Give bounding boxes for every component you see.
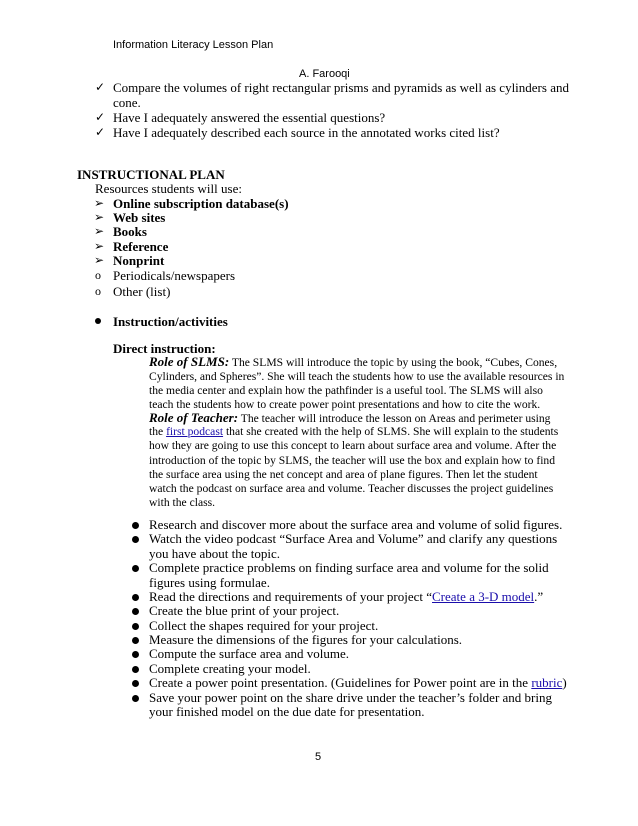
checklist-item-continued: cone. — [113, 95, 141, 110]
activity-item: Save your power point on the share drive under the teacher’s folder and bring — [149, 690, 552, 705]
activity-item — [149, 589, 543, 604]
resource-item: Books — [113, 224, 147, 239]
bullet-icon — [132, 680, 139, 687]
header-author: A. Farooqi — [299, 68, 350, 80]
create-3d-model-link[interactable]: Create a 3-D model — [432, 589, 535, 604]
resource-item: Online subscription database(s) — [113, 196, 289, 211]
first-podcast-link[interactable]: first podcast — [166, 425, 224, 438]
activity-text: ) — [562, 675, 567, 690]
checkmark-icon: ✓ — [95, 110, 106, 124]
role-slms-line: the media center and explain how the pathfinder is a useful tool. The SLMS will also — [149, 384, 543, 397]
direct-instruction-heading: Direct instruction: — [113, 341, 216, 356]
activity-item: Create the blue print of your project. — [149, 603, 340, 618]
role-teacher-label: Role of Teacher: — [149, 410, 239, 425]
activity-text: Read the directions and requirements of your project “ — [149, 589, 433, 604]
resource-item: Reference — [113, 239, 169, 254]
role-slms-label: Role of SLMS: — [149, 354, 230, 369]
hollow-bullet-icon: o — [95, 268, 101, 282]
hollow-bullet-icon: o — [95, 284, 101, 298]
checkmark-icon: ✓ — [95, 80, 106, 94]
resource-item: Other (list) — [113, 284, 171, 299]
role-teacher-text: that she created with the help of SLMS. She will explain to the students — [223, 425, 559, 438]
bullet-icon — [132, 623, 139, 630]
activity-item: Research and discover more about the surface area and volume of solid figures. — [149, 517, 563, 532]
activity-item: Complete creating your model. — [149, 661, 311, 676]
role-slms-line: teach the students how to create power point presentations and how to cite the work. — [149, 398, 541, 411]
activity-item: Compute the surface area and volume. — [149, 646, 349, 661]
arrow-bullet-icon: ➢ — [94, 224, 105, 238]
bullet-icon — [132, 608, 139, 615]
bullet-icon — [132, 594, 139, 601]
activity-text: Create a power point presentation. (Guidelines for Power point are in the — [149, 675, 532, 690]
activity-item-continued: your finished model on the due date for presentation. — [149, 704, 425, 719]
activity-item: Complete practice problems on finding surface area and volume for the solid — [149, 560, 549, 575]
role-teacher-text: The teacher will introduce the lesson on Areas and perimeter using — [238, 412, 551, 425]
activity-item — [149, 675, 567, 690]
activity-item: Collect the shapes required for your project. — [149, 618, 379, 633]
role-teacher-line: watch the podcast on surface area and volume. Teacher discusses the project guidelines — [149, 482, 554, 495]
role-slms-paragraph — [149, 355, 557, 370]
bullet-icon — [132, 651, 139, 658]
arrow-bullet-icon: ➢ — [94, 196, 105, 210]
role-teacher-line: the surface area using the net concept and area of plane figures. Then let the student — [149, 468, 538, 481]
checkmark-icon: ✓ — [95, 125, 106, 139]
rubric-link[interactable]: rubric — [531, 675, 563, 690]
activity-item: Measure the dimensions of the figures for your calculations. — [149, 632, 462, 647]
bullet-icon — [132, 637, 139, 644]
checklist-item: Have I adequately described each source in the annotated works cited list? — [113, 125, 500, 140]
role-teacher-line: how they are going to use this concept to learn about surface area and volume. After the — [149, 439, 557, 452]
role-slms-text: The SLMS will introduce the topic by using the book, “Cubes, Cones, — [229, 356, 558, 369]
role-teacher-text: the — [149, 425, 167, 438]
bullet-icon — [132, 695, 139, 702]
page-number: 5 — [315, 751, 322, 763]
checklist-item: Compare the volumes of right rectangular prisms and pyramids as well as cylinders and — [113, 80, 569, 95]
role-teacher-line: introduction of the topic by SLMS, the teacher will use the box and explain how to find — [149, 454, 556, 467]
checklist-item: Have I adequately answered the essential questions? — [113, 110, 386, 125]
header-title: Information Literacy Lesson Plan — [113, 39, 274, 51]
role-slms-line: Cylinders, and Spheres”. She will teach the students how to use the available resources in — [149, 370, 565, 383]
activities-heading: Instruction/activities — [113, 314, 228, 329]
bullet-icon — [95, 318, 101, 324]
resources-intro: Resources students will use: — [95, 181, 242, 196]
bullet-icon — [132, 565, 139, 572]
section-heading: INSTRUCTIONAL PLAN — [77, 167, 225, 182]
resource-item: Web sites — [113, 210, 166, 225]
arrow-bullet-icon: ➢ — [94, 239, 105, 253]
arrow-bullet-icon: ➢ — [94, 253, 105, 267]
bullet-icon — [132, 666, 139, 673]
activity-item-continued: figures using formulae. — [149, 575, 270, 590]
bullet-icon — [132, 522, 139, 529]
resource-item: Nonprint — [113, 253, 165, 268]
resource-item: Periodicals/newspapers — [113, 268, 236, 283]
arrow-bullet-icon: ➢ — [94, 210, 105, 224]
activity-text: .” — [534, 589, 544, 604]
role-teacher-line: with the class. — [149, 496, 216, 509]
activity-item: Watch the video podcast “Surface Area and Volume” and clarify any questions — [149, 531, 558, 546]
role-teacher-line — [149, 425, 558, 439]
activity-item-continued: you have about the topic. — [149, 546, 281, 561]
role-teacher-paragraph — [149, 411, 550, 426]
bullet-icon — [132, 536, 139, 543]
